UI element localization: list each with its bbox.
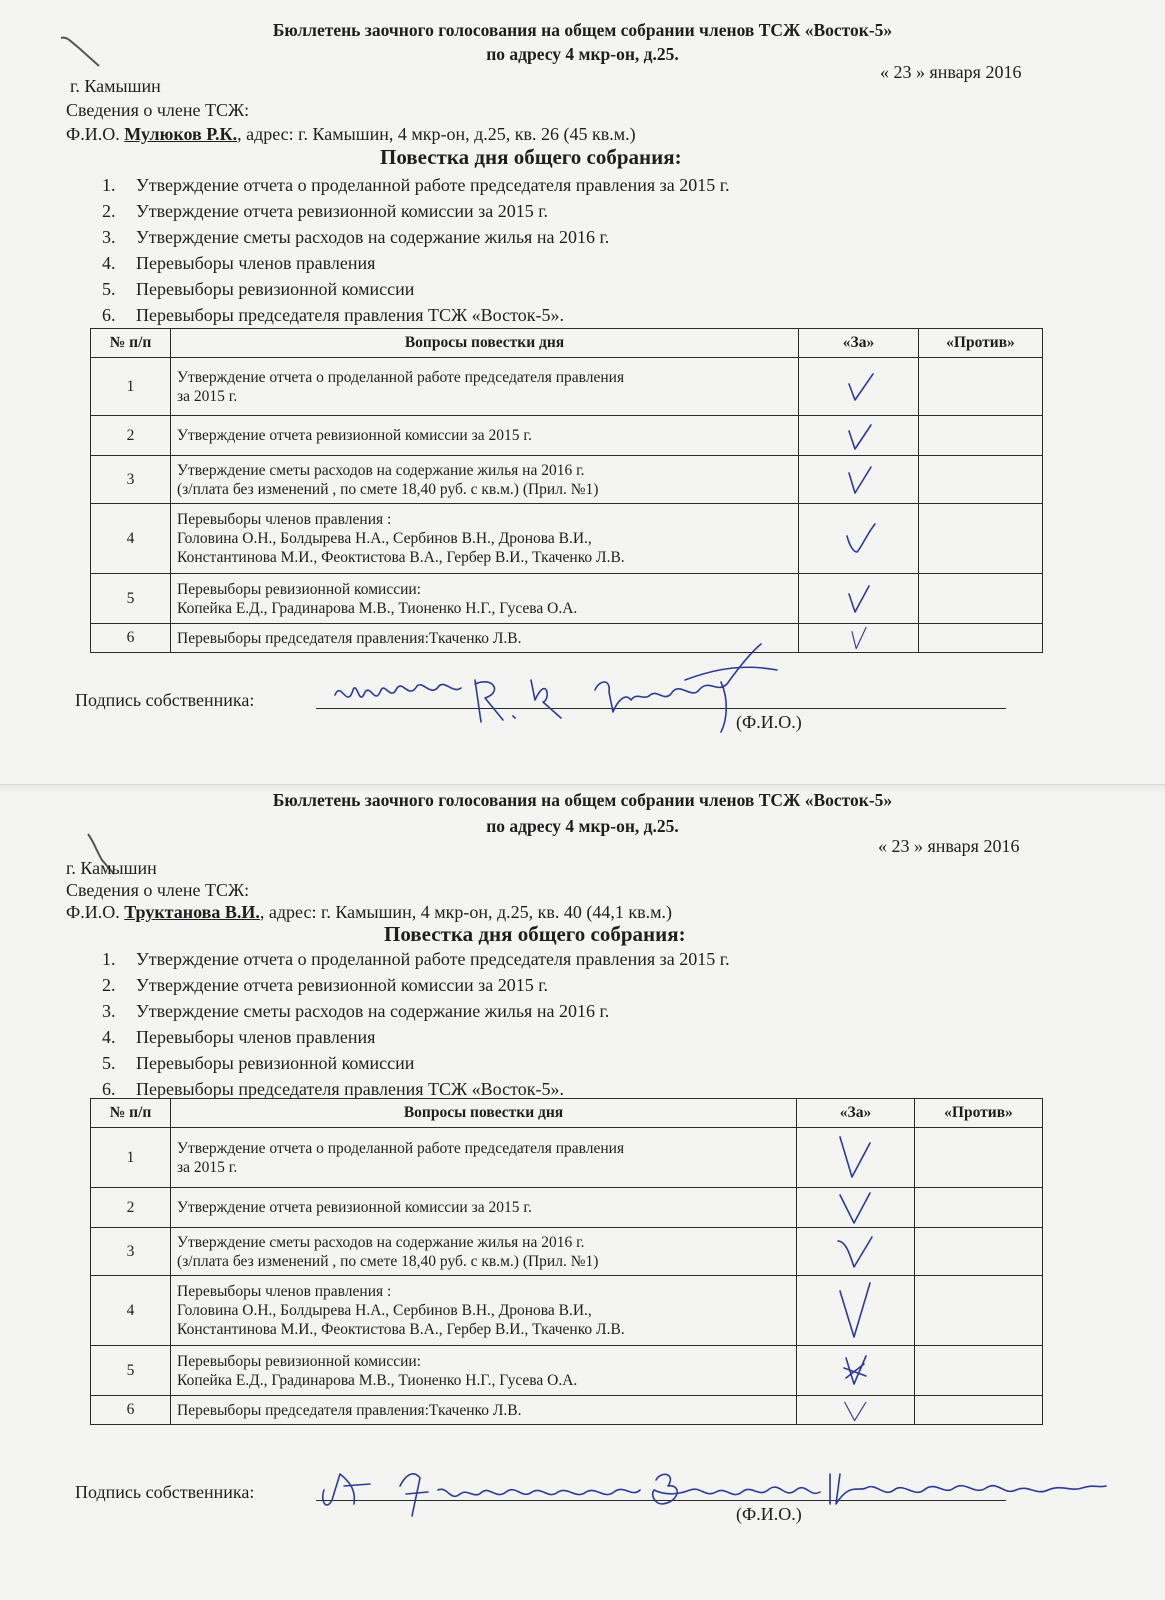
agenda-item: 5. Перевыборы ревизионной комиссии bbox=[102, 279, 415, 299]
agenda-item: 3. Утверждение сметы расходов на содержание жилья на 2016 г. bbox=[102, 1001, 610, 1021]
ballot-sheet-2 bbox=[0, 790, 1165, 1580]
agenda-heading: Повестка дня общего собрания: bbox=[384, 922, 686, 946]
voting-table bbox=[90, 328, 1043, 653]
col-header-num: № п/п bbox=[91, 329, 171, 358]
protiv-cell[interactable] bbox=[919, 574, 1043, 624]
col-header-protiv: «Против» bbox=[919, 329, 1043, 358]
signature-label: Подпись собственника: bbox=[75, 690, 255, 710]
protiv-cell[interactable] bbox=[915, 1188, 1043, 1228]
member-info-label: Сведения о члене ТСЖ: bbox=[66, 100, 250, 120]
fio-value: Труктанова В.И. bbox=[124, 902, 260, 922]
checkmark-icon bbox=[836, 1191, 876, 1225]
checkmark-icon bbox=[836, 1235, 876, 1269]
checkmark-icon bbox=[839, 463, 879, 497]
checkmark-icon bbox=[839, 370, 879, 404]
table-row: 1 Утверждение отчета о проделанной работе председателя правления за 2015 г. bbox=[91, 1128, 1043, 1188]
protiv-cell[interactable] bbox=[915, 1128, 1043, 1188]
checkmark-icon bbox=[839, 626, 879, 650]
protiv-cell[interactable] bbox=[919, 416, 1043, 456]
col-header-za: «За» bbox=[799, 329, 919, 358]
table-row: 6 Перевыборы председателя правления:Ткаченко Л.В. bbox=[91, 1396, 1043, 1425]
col-header-protiv: «Против» bbox=[915, 1099, 1043, 1128]
ballot-date: « 23 » января 2016 bbox=[878, 836, 1020, 856]
handwritten-signature bbox=[310, 1430, 1110, 1530]
za-cell[interactable] bbox=[797, 1346, 915, 1396]
agenda-item: 3. Утверждение сметы расходов на содержание жилья на 2016 г. bbox=[102, 227, 610, 247]
col-header-za: «За» bbox=[797, 1099, 915, 1128]
protiv-cell[interactable] bbox=[915, 1346, 1043, 1396]
member-fio-line bbox=[66, 902, 672, 923]
za-cell[interactable] bbox=[799, 504, 919, 574]
za-cell[interactable] bbox=[799, 574, 919, 624]
checkmark-icon bbox=[836, 1281, 876, 1341]
agenda-item: 6. Перевыборы председателя правления ТСЖ «Восток-5». bbox=[102, 1079, 564, 1099]
fio-value: Мулюков Р.К. bbox=[124, 124, 238, 144]
protiv-cell[interactable] bbox=[919, 456, 1043, 504]
za-cell[interactable] bbox=[797, 1228, 915, 1276]
za-cell[interactable] bbox=[799, 456, 919, 504]
agenda-item: 1. Утверждение отчета о проделанной работе председателя правления за 2015 г. bbox=[102, 175, 730, 195]
protiv-cell[interactable] bbox=[915, 1396, 1043, 1425]
agenda-list bbox=[102, 172, 730, 328]
agenda-item: 5. Перевыборы ревизионной комиссии bbox=[102, 1053, 415, 1073]
fio-hint: (Ф.И.О.) bbox=[736, 1504, 802, 1524]
protiv-cell[interactable] bbox=[919, 358, 1043, 416]
table-row: 5 Перевыборы ревизионной комиссии: Копейка Е.Д., Градинарова М.В., Тионенко Н.Г., Гусева О.А. bbox=[91, 574, 1043, 624]
fio-label: Ф.И.О. bbox=[66, 124, 120, 144]
member-address: , адрес: г. Камышин, 4 мкр-он, д.25, кв. 40 (44,1 кв.м.) bbox=[259, 902, 672, 922]
fio-hint: (Ф.И.О.) bbox=[736, 712, 802, 732]
za-cell[interactable] bbox=[799, 624, 919, 653]
ballot-address-title: по адресу 4 мкр-он, д.25. bbox=[486, 44, 679, 64]
table-row: 3 Утверждение сметы расходов на содержание жилья на 2016 г. (з/плата без изменений , по смете 18,40 руб. с кв.м.) (Прил. №1) bbox=[91, 456, 1043, 504]
agenda-item: 2. Утверждение отчета ревизионной комиссии за 2015 г. bbox=[102, 201, 549, 221]
protiv-cell[interactable] bbox=[915, 1276, 1043, 1346]
za-cell[interactable] bbox=[797, 1128, 915, 1188]
table-row: 3 Утверждение сметы расходов на содержание жилья на 2016 г. (з/плата без изменений , по смете 18,40 руб. с кв.м.) (Прил. №1) bbox=[91, 1228, 1043, 1276]
voting-table bbox=[90, 1098, 1043, 1425]
ballot-sheet-1 bbox=[0, 0, 1165, 790]
checkmark-icon bbox=[839, 419, 879, 453]
ballot-title: Бюллетень заочного голосования на общем собрании членов ТСЖ «Восток-5» bbox=[272, 20, 893, 40]
protiv-cell[interactable] bbox=[919, 624, 1043, 653]
member-address: , адрес: г. Камышин, 4 мкр-он, д.25, кв. 26 (45 кв.м.) bbox=[237, 124, 636, 144]
agenda-item: 6. Перевыборы председателя правления ТСЖ «Восток-5». bbox=[102, 305, 564, 325]
agenda-item: 4. Перевыборы членов правления bbox=[102, 1027, 376, 1047]
agenda-list bbox=[102, 946, 730, 1102]
handwritten-signature bbox=[325, 640, 795, 740]
agenda-item: 2. Утверждение отчета ревизионной комиссии за 2015 г. bbox=[102, 975, 549, 995]
ballot-address-title: по адресу 4 мкр-он, д.25. bbox=[486, 816, 679, 836]
table-header-row bbox=[91, 1099, 1043, 1128]
checkmark-icon bbox=[836, 1135, 876, 1181]
protiv-cell[interactable] bbox=[915, 1228, 1043, 1276]
member-fio-line bbox=[66, 124, 636, 145]
protiv-cell[interactable] bbox=[919, 504, 1043, 574]
signature-label: Подпись собственника: bbox=[75, 1482, 255, 1502]
table-row: 2 Утверждение отчета ревизионной комиссии за 2015 г. bbox=[91, 416, 1043, 456]
agenda-item: 4. Перевыборы членов правления bbox=[102, 253, 376, 273]
ballot-date: « 23 » января 2016 bbox=[880, 62, 1022, 82]
table-row: 5 Перевыборы ревизионной комиссии: Копейка Е.Д., Градинарова М.В., Тионенко Н.Г., Гусева О.А. bbox=[91, 1346, 1043, 1396]
table-header-row bbox=[91, 329, 1043, 358]
za-cell[interactable] bbox=[797, 1396, 915, 1425]
col-header-question: Вопросы повестки дня bbox=[171, 1099, 797, 1128]
ballot-title: Бюллетень заочного голосования на общем собрании членов ТСЖ «Восток-5» bbox=[272, 790, 893, 810]
fio-label: Ф.И.О. bbox=[66, 902, 120, 922]
col-header-num: № п/п bbox=[91, 1099, 171, 1128]
checkmark-icon bbox=[839, 582, 879, 616]
agenda-heading: Повестка дня общего собрания: bbox=[380, 145, 682, 169]
za-cell[interactable] bbox=[797, 1276, 915, 1346]
za-cell[interactable] bbox=[797, 1188, 915, 1228]
checkmark-icon bbox=[839, 522, 879, 556]
za-cell[interactable] bbox=[799, 358, 919, 416]
za-cell[interactable] bbox=[799, 416, 919, 456]
table-row: 4 Перевыборы членов правления : Головина О.Н., Болдырева Н.А., Сербинов В.Н., Дронова В.И., Константинова М.И., Феоктистова В.А., Гербер В.И., Ткаченко Л.В. bbox=[91, 504, 1043, 574]
col-header-question: Вопросы повестки дня bbox=[171, 329, 799, 358]
table-row: 6 Перевыборы председателя правления:Ткаченко Л.В. bbox=[91, 624, 1043, 653]
table-row: 2 Утверждение отчета ревизионной комиссии за 2015 г. bbox=[91, 1188, 1043, 1228]
member-info-label: Сведения о члене ТСЖ: bbox=[66, 880, 250, 900]
agenda-item: 1. Утверждение отчета о проделанной работе председателя правления за 2015 г. bbox=[102, 949, 730, 969]
table-row: 4 Перевыборы членов правления : Головина О.Н., Болдырева Н.А., Сербинов В.Н., Дронова В.И., Константинова М.И., Феоктистова В.А., Гербер В.И., Ткаченко Л.В. bbox=[91, 1276, 1043, 1346]
city-label: г. Камышин bbox=[70, 76, 161, 96]
checkmark-icon bbox=[836, 1398, 876, 1422]
checkmark-icon bbox=[836, 1354, 876, 1388]
table-row: 1 Утверждение отчета о проделанной работе председателя правления за 2015 г. bbox=[91, 358, 1043, 416]
city-label: г. Камышин bbox=[66, 858, 157, 878]
